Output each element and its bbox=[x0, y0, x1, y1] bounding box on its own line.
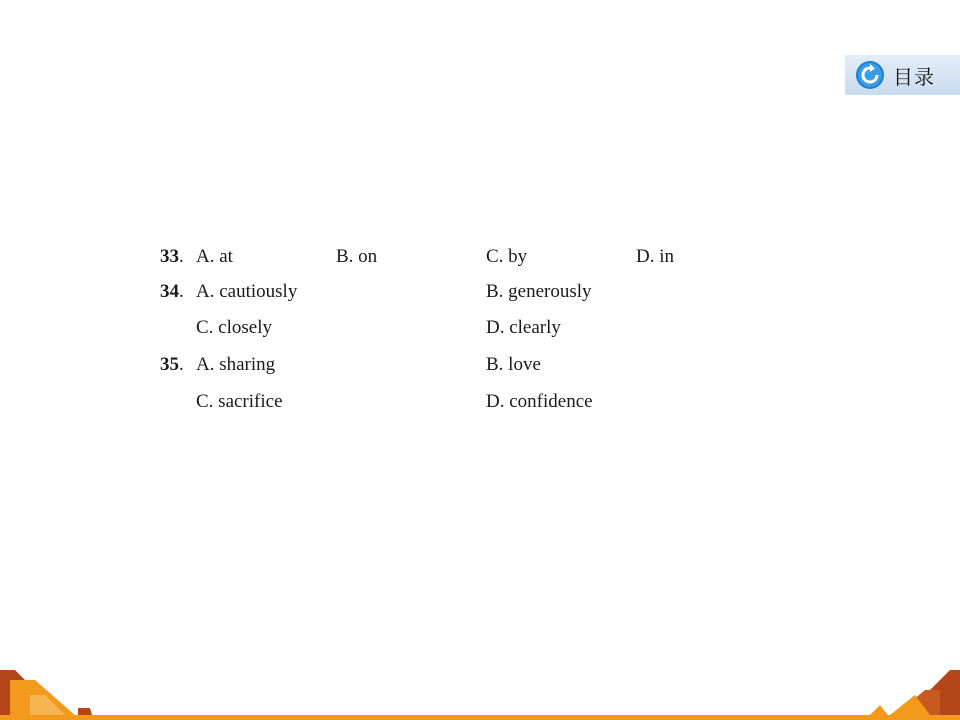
option-33-b[interactable]: B. on bbox=[336, 246, 378, 267]
question-34: 34. bbox=[160, 281, 184, 302]
option-34-b[interactable]: B. generously bbox=[486, 281, 592, 302]
question-number: 34 bbox=[160, 281, 179, 302]
option-35-a[interactable]: A. sharing bbox=[196, 354, 276, 375]
option-34-a[interactable]: A. cautiously bbox=[196, 281, 298, 302]
option-35-d[interactable]: D. confidence bbox=[486, 391, 593, 412]
question-35: 35. bbox=[160, 354, 184, 375]
question-number: 35 bbox=[160, 354, 179, 375]
option-33-c[interactable]: C. by bbox=[486, 246, 528, 267]
option-33-a[interactable]: A. at bbox=[196, 246, 233, 267]
question-number: 33 bbox=[160, 246, 179, 267]
right-triangle-small bbox=[870, 705, 888, 715]
option-35-b[interactable]: B. love bbox=[486, 354, 541, 375]
option-34-d[interactable]: D. clearly bbox=[486, 317, 561, 338]
option-34-c[interactable]: C. closely bbox=[196, 317, 272, 338]
option-35-c[interactable]: C. sacrifice bbox=[196, 391, 283, 412]
toc-label: 目录 bbox=[893, 64, 935, 89]
question-33: 33. bbox=[160, 246, 184, 267]
option-33-d[interactable]: D. in bbox=[636, 246, 674, 267]
left-triangle-small bbox=[78, 708, 92, 715]
footer-bar bbox=[0, 715, 960, 720]
